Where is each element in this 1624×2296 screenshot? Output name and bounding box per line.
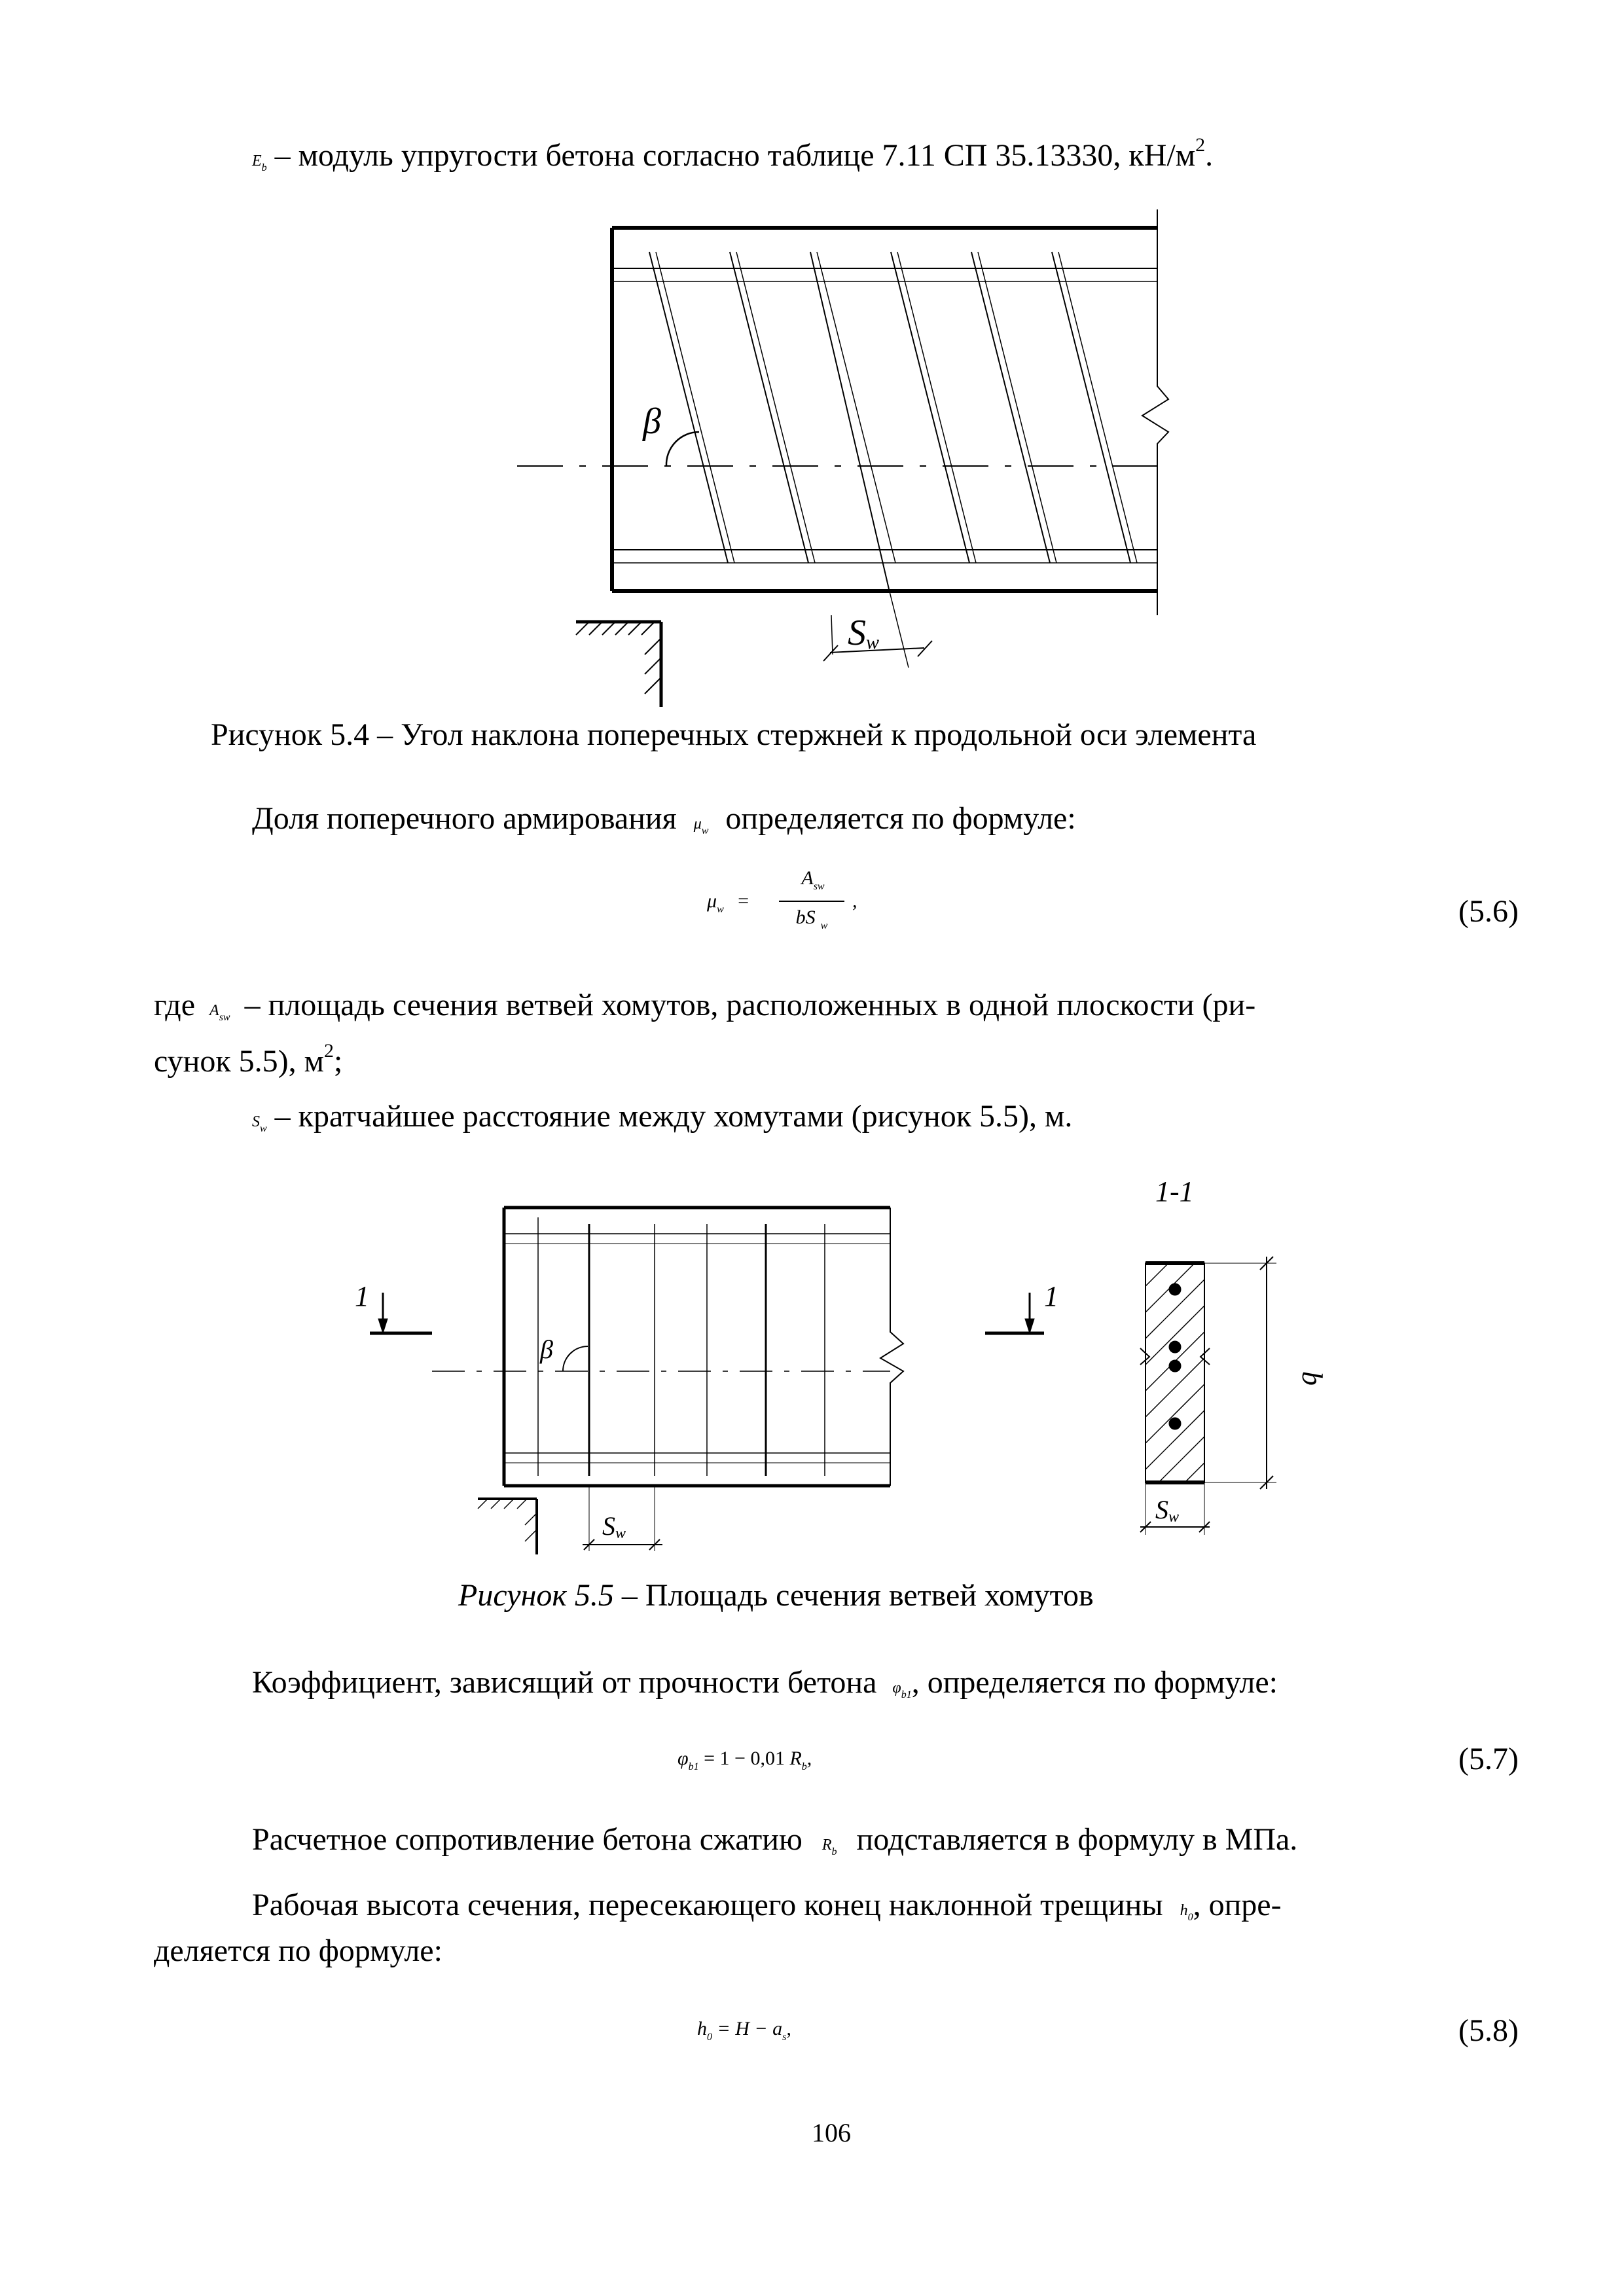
eb-symbol: $E_b$ bbox=[252, 152, 267, 173]
sw-symbol: $S_w$ bbox=[252, 1113, 267, 1134]
figure-5-4-caption: Рисунок 5.4 – Угол наклона поперечных стержней к продольной оси элемента bbox=[211, 717, 1257, 752]
para-h0-line-2: деляется по формуле: bbox=[154, 1933, 442, 1968]
where-asw-line-1: где $A_{sw}$ – площадь сечения ветвей хомутов, расположенных в одной плоскости (ри- bbox=[154, 988, 1256, 1023]
intro-line: $E_b$ – модуль упругости бетона согласно таблице 7.11 СП 35.13330, $кН/м^2$. bbox=[252, 134, 1214, 173]
section-label: 1-1 bbox=[1155, 1175, 1194, 1208]
where-asw-line-2: сунок 5.5), $м^2$; bbox=[154, 1040, 343, 1079]
beta-label-2: β bbox=[540, 1335, 553, 1364]
where-sw-line: $S_w$ – кратчайшее расстояние между хомутами (рисунок 5.5), м. bbox=[252, 1099, 1073, 1134]
figure-5-5 bbox=[340, 1162, 1348, 1568]
para-rb: Расчетное сопротивление бетона сжатию $R_b$ подставляется в формулу в МПа. bbox=[252, 1822, 1298, 1857]
sw-label-section: Sw bbox=[1155, 1495, 1180, 1526]
rb-symbol: $R_b$ bbox=[821, 1837, 837, 1857]
cut-right-label: 1 bbox=[1044, 1280, 1058, 1312]
phi-b1-symbol: $\varphi_{b1}$ bbox=[892, 1679, 912, 1700]
eq-5-6-number: (5.6) bbox=[1458, 894, 1519, 929]
figure-5-5-caption: Рисунок 5.5 – Площадь сечения ветвей хомутов bbox=[458, 1578, 1094, 1613]
para-phi: Коэффициент, зависящий от прочности бетона $\varphi_{b1}$, определяется по формуле: bbox=[252, 1665, 1278, 1700]
eq-5-6-denominator: bS $_w$ bbox=[795, 906, 828, 931]
asw-symbol: $A_{sw}$ bbox=[209, 1002, 230, 1023]
eq-5-8-number: (5.8) bbox=[1458, 2013, 1519, 2048]
figure-5-4 bbox=[497, 196, 1172, 713]
para-h0-line-1: Рабочая высота сечения, пересекающего конец наклонной трещины $h_0$, опре- bbox=[252, 1888, 1282, 1923]
sw-label-2: Sw bbox=[602, 1511, 626, 1542]
sw-label: Sw bbox=[848, 613, 880, 653]
page-number: 106 bbox=[812, 2118, 851, 2147]
eq-5-6-tail: , bbox=[852, 890, 857, 912]
h0-symbol: $h_0$ bbox=[1180, 1902, 1193, 1923]
fraction-bar bbox=[779, 901, 844, 902]
eq-5-6-numerator: $A_{sw}$ bbox=[801, 867, 825, 892]
para-mu: Доля поперечного армирования $\mu_w$ определяется по формуле: bbox=[252, 801, 1076, 836]
eq-5-7: $\varphi_{b1} = 1 - 0,01$ $R_b$, bbox=[677, 1748, 812, 1772]
b-label: b bbox=[1296, 1371, 1328, 1386]
beta-label: β bbox=[643, 401, 661, 442]
eq-5-6: $\mu_w$ = bbox=[707, 890, 750, 915]
eq-5-8: $h_0 = H - a_s$, bbox=[697, 2018, 791, 2043]
eq-5-7-number: (5.7) bbox=[1458, 1742, 1519, 1776]
mu-w-symbol: $\mu_w$ bbox=[693, 816, 709, 836]
cut-left-label: 1 bbox=[355, 1280, 369, 1312]
